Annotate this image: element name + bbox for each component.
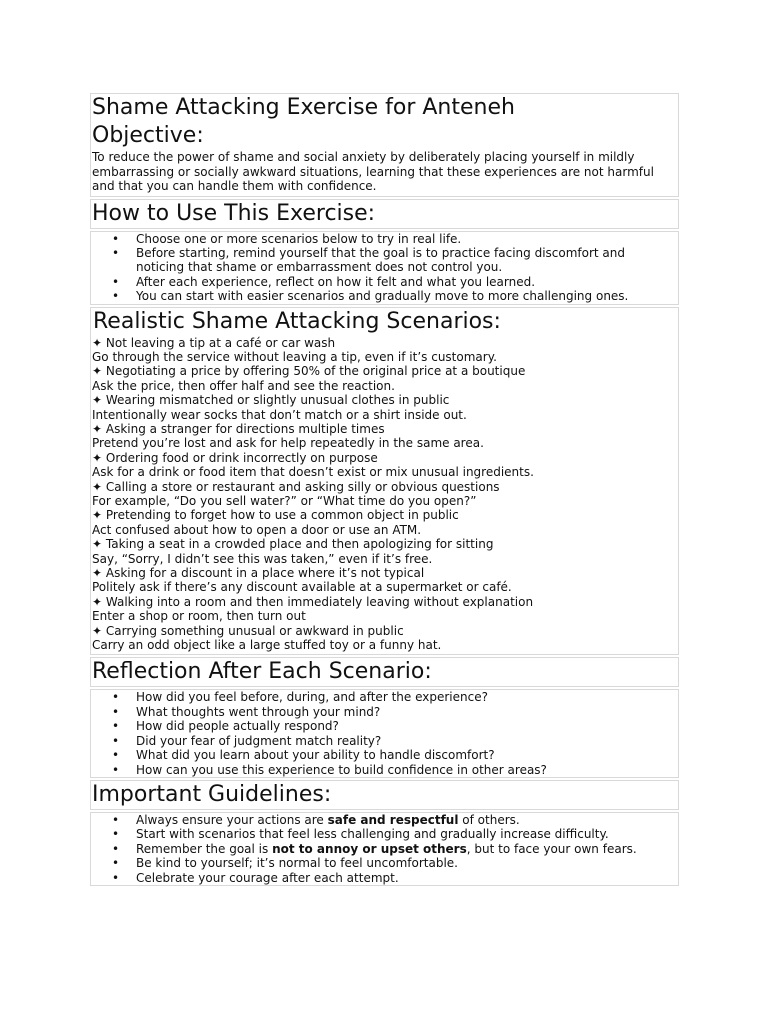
bullet-icon: •	[112, 704, 120, 719]
list-item: • What thoughts went through your mind?	[112, 704, 381, 719]
scenarios-heading: Realistic Shame Attacking Scenarios:	[93, 308, 501, 334]
scenario-title: ✦ Pretending to forget how to use a common object in public	[92, 508, 459, 523]
list-item: • Always ensure your actions are safe and respectful of others.	[112, 812, 520, 827]
scenario-description: Intentionally wear socks that don’t match or a shirt inside out.	[92, 407, 467, 422]
reflection-list	[91, 690, 678, 776]
sparkle-icon: ✦	[92, 566, 103, 581]
bullet-icon: •	[112, 274, 120, 289]
sparkle-icon: ✦	[92, 393, 103, 408]
sparkle-icon: ✦	[92, 623, 103, 638]
scenario-description: Pretend you’re lost and ask for help repeatedly in the same area.	[92, 436, 484, 451]
list-item: • You can start with easier scenarios and gradually move to more challenging ones.	[112, 289, 629, 304]
list-item: • Did your fear of judgment match reality?	[112, 733, 382, 748]
bullet-icon: •	[112, 856, 120, 871]
list-item: • How can you use this experience to build confidence in other areas?	[112, 762, 547, 777]
scenario-description: Enter a shop or room, then turn out	[92, 609, 306, 624]
how-to-list	[91, 232, 678, 304]
sparkle-icon: ✦	[92, 421, 103, 436]
sparkle-icon: ✦	[92, 335, 103, 350]
sparkle-icon: ✦	[92, 364, 103, 379]
scenario-title: ✦ Asking for a discount in a place where it’s not typical	[92, 566, 425, 581]
sparkle-icon: ✦	[92, 450, 103, 465]
scenario-title: ✦ Walking into a room and then immediately leaving without explanation	[92, 594, 534, 609]
scenario-title: ✦ Negotiating a price by offering 50% of the original price at a boutique	[92, 364, 526, 379]
scenario-description: Ask for a drink or food item that doesn’t exist or mix unusual ingredients.	[92, 465, 534, 480]
list-item: • Remember the goal is not to annoy or upset others, but to face your own fears.	[112, 841, 637, 856]
objective-text: To reduce the power of shame and social anxiety by deliberately placing yourself in mildly embarrassing or socially awkward situations, learning that these experiences are not harmful and that you can handle them with confidence.	[92, 150, 654, 193]
bullet-icon: •	[112, 841, 120, 856]
scenario-description: Go through the service without leaving a tip, even if it’s customary.	[92, 349, 497, 364]
bullet-icon: •	[112, 748, 120, 763]
bullet-icon: •	[112, 870, 120, 885]
list-item: • Celebrate your courage after each attempt.	[112, 870, 399, 885]
bullet-icon: •	[112, 231, 120, 246]
scenario-title: ✦ Not leaving a tip at a café or car wash	[92, 335, 336, 350]
list-item: • Start with scenarios that feel less challenging and gradually increase difficulty.	[112, 827, 609, 842]
sparkle-icon: ✦	[92, 594, 103, 609]
guidelines-heading-box	[90, 780, 679, 810]
how-to-list-box	[90, 231, 679, 305]
bullet-icon: •	[112, 289, 120, 304]
bullet-icon: •	[112, 690, 120, 705]
scenario-description: Politely ask if there’s any discount available at a supermarket or café.	[92, 580, 512, 595]
scenario-title: ✦ Ordering food or drink incorrectly on purpose	[92, 450, 378, 465]
scenario-title: ✦ Calling a store or restaurant and asking silly or obvious questions	[92, 479, 500, 494]
scenario-title: ✦ Wearing mismatched or slightly unusual clothes in public	[92, 393, 450, 408]
scenario-title: ✦ Carrying something unusual or awkward in public	[92, 623, 404, 638]
sparkle-icon: ✦	[92, 479, 103, 494]
document-title: Shame Attacking Exercise for Anteneh	[92, 95, 515, 120]
bullet-icon: •	[112, 719, 120, 734]
scenario-description: Say, “Sorry, I didn’t see this was taken,” even if it’s free.	[92, 551, 433, 566]
document-page	[90, 93, 679, 888]
scenario-description: Ask the price, then offer half and see the reaction.	[92, 378, 395, 393]
list-item: • What did you learn about your ability to handle discomfort?	[112, 748, 495, 763]
objective-section	[90, 93, 679, 197]
list-item: • How did people actually respond?	[112, 719, 339, 734]
scenario-title: ✦ Taking a seat in a crowded place and then apologizing for sitting	[92, 537, 494, 552]
bullet-icon: •	[112, 733, 120, 748]
list-item: • After each experience, reflect on how it felt and what you learned.	[112, 274, 536, 289]
guidelines-heading: Important Guidelines:	[92, 781, 332, 807]
scenario-title: ✦ Asking a stranger for directions multiple times	[92, 421, 385, 436]
list-item: • Choose one or more scenarios below to try in real life.	[112, 231, 462, 246]
objective-heading: Objective:	[92, 123, 204, 148]
reflection-heading: Reflection After Each Scenario:	[92, 659, 432, 685]
sparkle-icon: ✦	[92, 537, 103, 552]
scenarios-section	[90, 307, 679, 656]
bullet-icon: •	[112, 245, 120, 260]
scenario-description: For example, “Do you sell water?” or “What time do you open?”	[92, 494, 477, 508]
how-to-heading: How to Use This Exercise:	[92, 200, 376, 226]
bullet-icon: •	[112, 762, 120, 777]
list-item: • Before starting, remind yourself that the goal is to practice facing discomfort and noticing that shame or embarrassment does not control you.	[112, 245, 626, 275]
bullet-icon: •	[112, 812, 120, 827]
scenario-description: Carry an odd object like a large stuffed toy or a funny hat.	[92, 638, 442, 653]
guidelines-list-box	[90, 812, 679, 886]
scenario-description: Act confused about how to open a door or use an ATM.	[92, 522, 422, 537]
sparkle-icon: ✦	[92, 508, 103, 523]
list-item: • Be kind to yourself; it’s normal to feel uncomfortable.	[112, 856, 458, 871]
bullet-icon: •	[112, 827, 120, 842]
guidelines-list	[91, 813, 678, 885]
reflection-heading-box	[90, 657, 679, 687]
how-to-heading-box	[90, 199, 679, 229]
list-item: • How did you feel before, during, and after the experience?	[112, 690, 488, 705]
scenario-list	[92, 336, 678, 653]
reflection-list-box	[90, 689, 679, 777]
